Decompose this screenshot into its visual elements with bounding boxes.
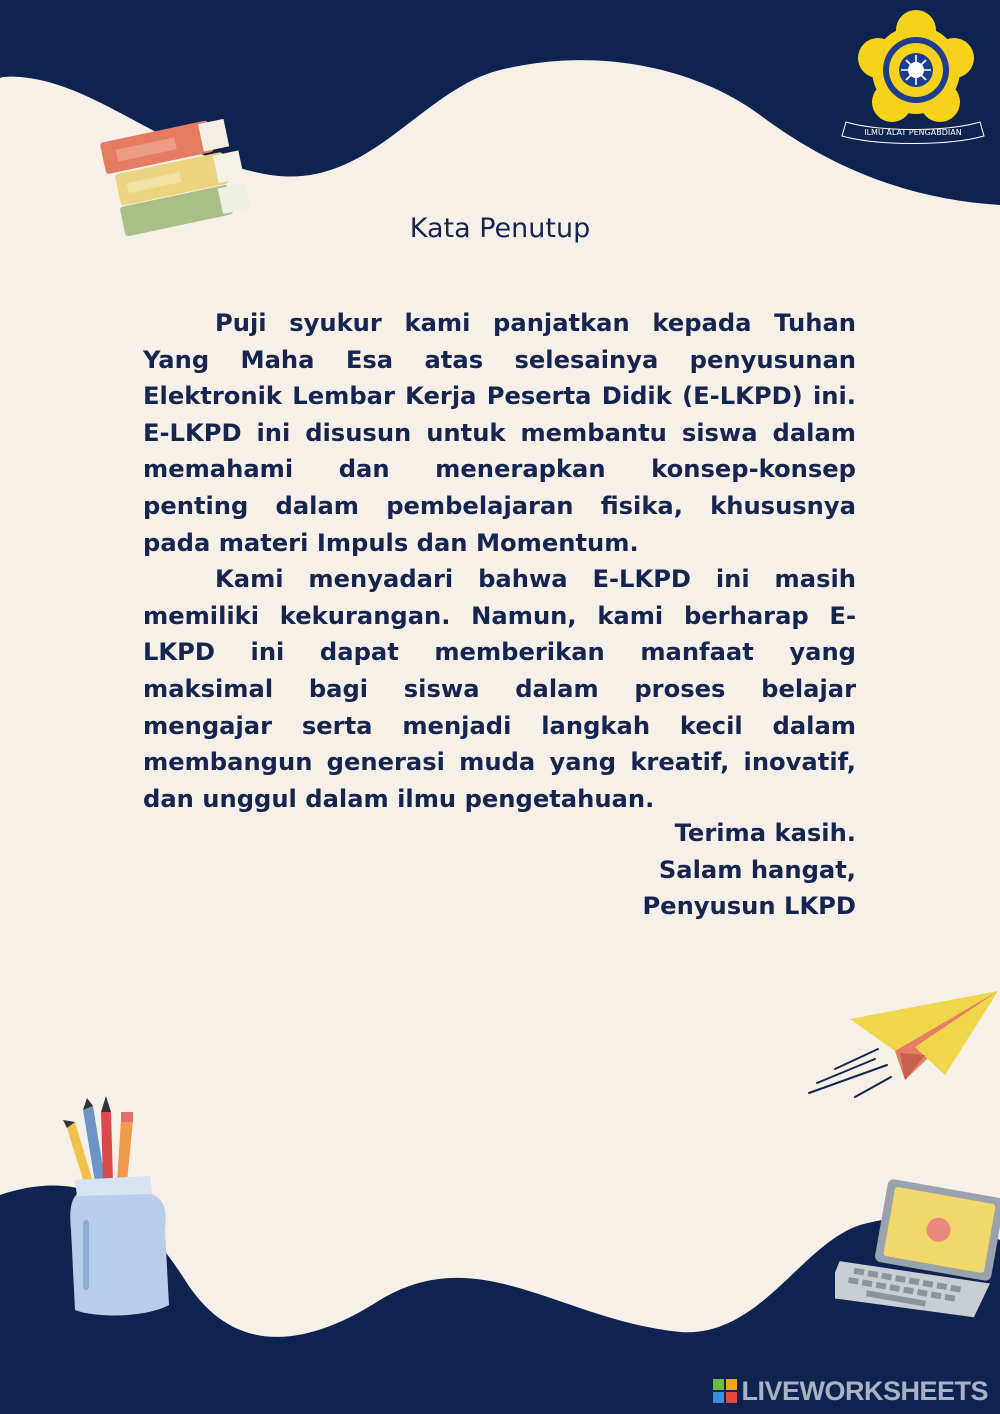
paragraph-1: Puji syukur kami panjatkan kepada Tuhan Yang Maha Esa atas selesainya penyusunan Elektronik Lembar Kerja Peserta Didik (E-LKPD) ini. E-LKPD ini disusun untuk membantu siswa dalam memahami dan menerapkan konsep-konsep penting dalam pembelajaran fisika, khususnya pada materi Impuls dan Momentum. bbox=[143, 309, 856, 557]
closing-block bbox=[642, 815, 856, 925]
closing-signature: Penyusun LKPD bbox=[642, 892, 856, 921]
liveworksheets-logo-icon bbox=[713, 1379, 737, 1403]
university-logo bbox=[838, 8, 988, 148]
page-title: Kata Penutup bbox=[409, 213, 591, 244]
paragraph-2: Kami menyadari bahwa E-LKPD ini masih memiliki kekurangan. Namun, kami berharap E-LKPD ini dapat memberikan manfaat yang maksimal bagi siswa dalam proses belajar mengajar serta menjadi langkah kecil dalam membangun generasi muda yang kreatif, inovatif, dan unggul dalam ilmu pengetahuan. bbox=[143, 565, 856, 813]
closing-thanks: Terima kasih. bbox=[674, 819, 856, 847]
watermark-text: LIVEWORKSHEETS bbox=[741, 1375, 988, 1406]
logo-motto: ILMU ALAT PENGABDIAN bbox=[864, 128, 962, 137]
liveworksheets-watermark bbox=[713, 1375, 988, 1406]
paper-plane-illustration bbox=[795, 985, 1000, 1110]
closing-greeting: Salam hangat, bbox=[658, 855, 856, 884]
pencil-jar-illustration bbox=[55, 1090, 175, 1320]
laptop-illustration bbox=[835, 1178, 1000, 1330]
body-text bbox=[143, 305, 856, 817]
